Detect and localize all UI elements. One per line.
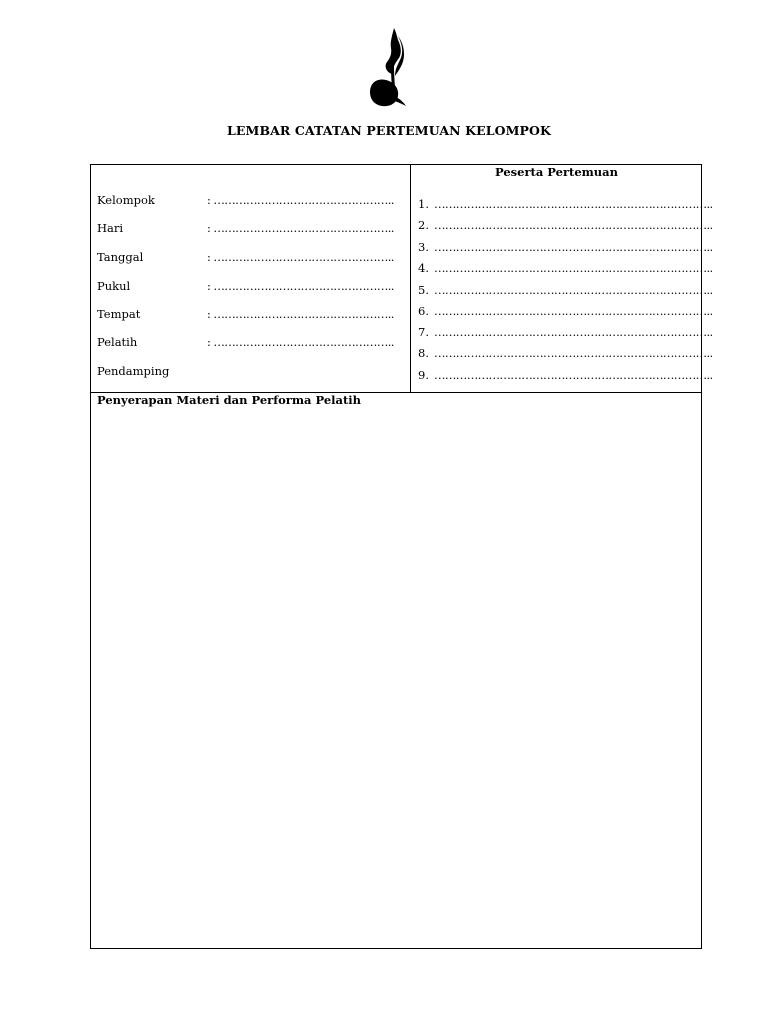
peserta-title: Peserta Pertemuan: [495, 165, 618, 179]
document-title: LEMBAR CATATAN PERTEMUAN KELOMPOK: [227, 123, 551, 138]
field-value-pelatih[interactable]: : …………………………………………..: [207, 335, 394, 349]
field-hari: [97, 221, 394, 235]
meeting-form: [90, 164, 713, 949]
notes-section-title: Penyerapan Materi dan Performa Pelatih: [97, 393, 362, 407]
peserta-line[interactable]: …………………………………………………………………..: [434, 218, 713, 232]
peserta-item: [418, 368, 713, 382]
field-value-tanggal[interactable]: : …………………………………………..: [207, 250, 394, 264]
peserta-number: 2.: [418, 218, 429, 232]
peserta-item: [418, 346, 713, 360]
peserta-line[interactable]: …………………………………………………………………..: [434, 304, 713, 318]
field-kelompok: [97, 193, 394, 207]
peserta-number: 9.: [418, 368, 429, 382]
peserta-number: 1.: [418, 197, 429, 211]
peserta-line[interactable]: …………………………………………………………………..: [434, 283, 713, 297]
peserta-line[interactable]: …………………………………………………………………..: [434, 368, 713, 382]
field-value-tempat[interactable]: : …………………………………………..: [207, 307, 394, 321]
peserta-item: [418, 325, 713, 339]
peserta-item: [418, 283, 713, 297]
field-label: Pelatih: [97, 335, 138, 349]
field-value-hari[interactable]: : …………………………………………..: [207, 221, 394, 235]
column-divider: [410, 165, 411, 392]
field-label: Tempat: [97, 307, 141, 321]
peserta-number: 4.: [418, 261, 429, 275]
field-pendamping: [97, 364, 207, 378]
peserta-item: [418, 240, 713, 254]
peserta-line[interactable]: …………………………………………………………………..: [434, 325, 713, 339]
field-tanggal: [97, 250, 394, 264]
peserta-line[interactable]: …………………………………………………………………..: [434, 197, 713, 211]
peserta-line[interactable]: …………………………………………………………………..: [434, 261, 713, 275]
field-value-pukul[interactable]: : …………………………………………..: [207, 279, 394, 293]
field-label: Hari: [97, 221, 124, 235]
field-label: Pendamping: [97, 364, 170, 378]
peserta-item: [418, 304, 713, 318]
field-label: Pukul: [97, 279, 131, 293]
field-pelatih: [97, 335, 394, 349]
field-pukul: [97, 279, 394, 293]
peserta-line[interactable]: …………………………………………………………………..: [434, 346, 713, 360]
peserta-number: 8.: [418, 346, 429, 360]
peserta-line[interactable]: …………………………………………………………………..: [434, 240, 713, 254]
peserta-number: 6.: [418, 304, 429, 318]
field-value-kelompok[interactable]: : …………………………………………..: [207, 193, 394, 207]
peserta-number: 7.: [418, 325, 429, 339]
peserta-item: [418, 218, 713, 232]
field-label: Tanggal: [97, 250, 144, 264]
peserta-number: 3.: [418, 240, 429, 254]
field-tempat: [97, 307, 394, 321]
field-label: Kelompok: [97, 193, 155, 207]
tunas-kelapa-logo-icon: [366, 26, 410, 110]
peserta-item: [418, 197, 713, 211]
peserta-item: [418, 261, 713, 275]
peserta-number: 5.: [418, 283, 429, 297]
